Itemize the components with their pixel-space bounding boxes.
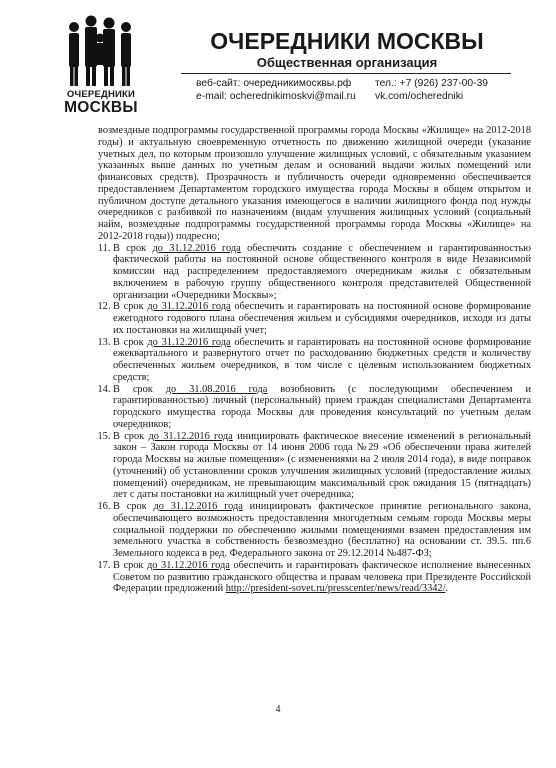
intro-paragraph: возмездные подпрограммы государственной программы города Москвы «Жилище» на 2012-2018 годы) и актуальную своевременную отчетность по движению жилищной очереди (указание учетных дел, по которым произошло улучшение жилищных условий, с обязательным указанием указанных выше данных по учетным делам и оснований выдачи жилых помещений или финансовых средств). Прозрачность и публичность очереди одновременно обеспечивается предоставлением Департаментом городского имущества города Москвы в общем открытом и публичном доступе детального указания имеющегося в наличии жилищного фонда под нужды очередников с разбивкой по назначениям (видам улучшения жилищных условий (социальный найм, возмездные подпрограммы государственной программы города Москвы «Жилище» на 2012-2018 годы)) подресно; — [98, 125, 531, 242]
website-link[interactable]: веб-сайт: очередникимосквы.рф — [196, 78, 352, 89]
list-item: 14. В срок до 31.08.2016 года возобновить (с последующими обеспечением и гарантированностью) личный (персональный) прием граждан специалистами Департамента городского имущества города Москвы для проведения консультаций по учетным делам очередников; — [113, 384, 531, 431]
list-item: 15. В срок до 31.12.2016 года инициировать фактическое внесение изменений в региональный закон – Закон города Москвы от 14 июня 2006 года №29 «Об обеспечении права жителей города Москвы на жилые помещения» (с изменениями на 2 июля 2014 года), в виде поправок (уточнений) об установлении сроков улучшения жилищных условий (предоставление жилых помещений) очередникам, не превышающим максимальный срок ожидания 15 (пятнадцать) лет с даты постановки на жилищный учет очередника; — [113, 431, 531, 502]
document-body — [98, 125, 531, 595]
page-number: 4 — [275, 704, 281, 715]
deadline-date: до 31.12.2016 года — [147, 336, 231, 348]
list-item: 12. В срок до 31.12.2016 года обеспечить и гарантировать на постоянной основе формирование ежегодного годового плана обеспечения жильем и субсидиями очередников, исходя из даты их постановки на жилищный учет; — [113, 301, 531, 336]
deadline-date: до 31.12.2016 года — [153, 501, 243, 512]
deadline-date: до 31.12.2016 года — [147, 559, 230, 571]
email-link[interactable]: e-mail: ocherednikimoskvi@mail.ru — [196, 91, 356, 102]
logo-text-bottom: МОСКВЫ — [64, 99, 138, 116]
list-item: 11. В срок до 31.12.2016 года обеспечить создание с обеспечением и гарантированностью фактической работы на постоянной основе общественного контроля в виде Независимой комиссии над распределением предоставляемого очередникам жилья с обязательным включением в рабочую группу общественного контроля представителей Общественной организации «Очередники Москвы»; — [113, 243, 531, 302]
list-item: 17. В срок до 31.12.2016 года обеспечить и гарантировать фактическое исполнение вынесенных Советом по развитию гражданского общества и правам человека при Президенте Российской Федерации предложений http://president-sovet.ru/presscenter/news/read/3342/. — [113, 560, 531, 595]
demands-list — [98, 243, 531, 596]
logo-text-top: ОЧЕРЕДНИКИ — [66, 89, 136, 100]
organization-title: ОЧЕРЕДНИКИ МОСКВЫ — [210, 28, 484, 54]
list-item: 16. В срок до 31.12.2016 года инициировать фактическое принятие регионального закона, обеспечивающего возможность предоставления многодетным семьям города Москвы меры социальной поддержки по обеспечению жилыми помещениями взамен предоставления им земельного участка в собственность безвозмездно (бесплатно) на основании ст. 39.5. пп.6 Земельного кодекса в ред. Федерального закона от 29.12.2014 №487-ФЗ; — [113, 501, 531, 560]
deadline-date: до 31.12.2016 года — [147, 301, 231, 313]
deadline-date: до 31.12.2016 года — [148, 430, 233, 442]
header-divider — [181, 73, 511, 74]
phone-number: тел.: +7 (926) 237-00-39 — [375, 78, 489, 89]
vk-link[interactable]: vk.com/ocheredniki — [375, 91, 464, 102]
queue-people-icon — [62, 14, 140, 90]
list-item: 13. В срок до 31.12.2016 года обеспечить и гарантировать на постоянной основе формирование ежеквартального и развернутого отчет по расходованию бюджетных средств и количеству обеспеченных жильем очередников, в том числе с целевым использованием бюджетных средств; — [113, 337, 531, 384]
organization-subtitle: Общественная организация — [256, 55, 438, 70]
deadline-date: до 31.12.2016 года — [152, 242, 241, 254]
president-sovet-link[interactable]: http://president-sovet.ru/presscenter/news/read/3342/ — [225, 583, 446, 595]
deadline-date: до 31.08.2016 года — [165, 383, 268, 395]
